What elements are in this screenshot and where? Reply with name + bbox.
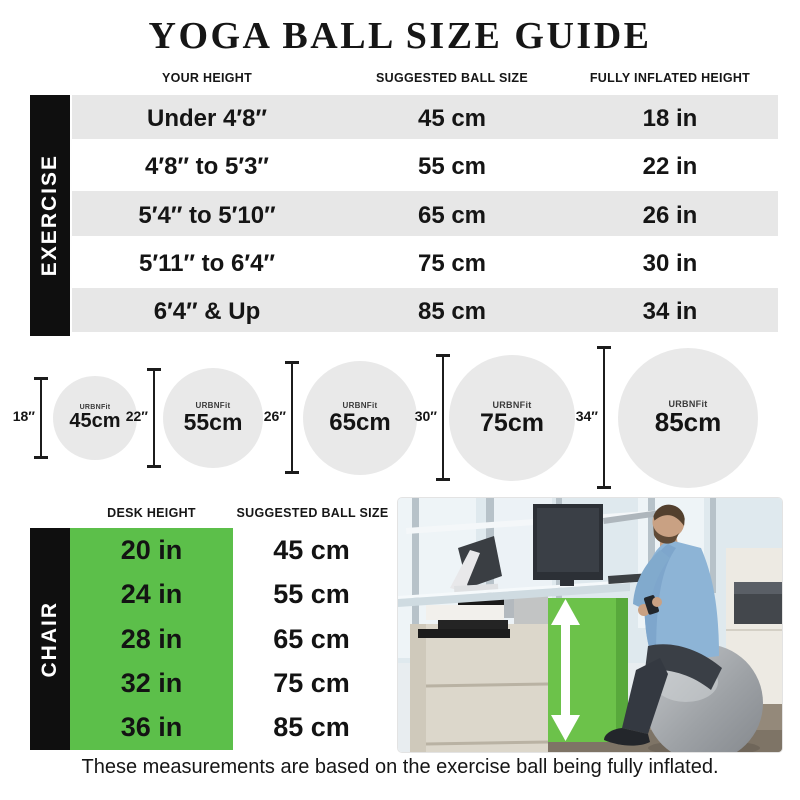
- inflated-height-cell: 30 in: [642, 249, 698, 277]
- page-title: YOGA BALL SIZE GUIDE: [148, 15, 652, 57]
- ball-size-cell: 65 cm: [273, 623, 350, 654]
- ball-size-cell: 65 cm: [417, 201, 487, 229]
- table-row: [72, 191, 778, 239]
- footer-note: These measurements are based on the exercise ball being fully inflated.: [81, 756, 719, 778]
- inflated-height-cell: 18 in: [642, 105, 698, 133]
- column-header-chair-ball-size: SUGGESTED BALL SIZE: [236, 506, 389, 520]
- ball-size-cell: 55 cm: [417, 153, 487, 181]
- ball-55cm: [163, 368, 263, 468]
- exercise-table-headers: [72, 71, 778, 85]
- desk-height-cell: 24 in: [120, 579, 183, 610]
- measure-line-icon: [285, 361, 299, 474]
- brand-label: URBNFit: [342, 400, 378, 410]
- exercise-section-label: EXERCISE: [38, 154, 61, 277]
- ball-size-label: 85cm: [654, 407, 722, 438]
- measure-label-30in: 30″: [414, 408, 437, 424]
- brand-label: URBNFit: [492, 399, 532, 410]
- office-photo-illustration: [398, 498, 782, 752]
- inflated-height-cell: 22 in: [642, 153, 698, 181]
- ball-size-label: 75cm: [480, 408, 544, 437]
- measure-label-22in: 22″: [125, 408, 148, 424]
- height-cell: 5′4″ to 5′10″: [138, 201, 276, 229]
- table-row: [72, 95, 778, 143]
- chair-ball-size-column: [233, 528, 390, 750]
- brand-label: URBNFit: [668, 399, 708, 410]
- ball-size-cell: 75 cm: [273, 667, 350, 698]
- table-row: [72, 288, 778, 336]
- chair-section-label: CHAIR: [38, 600, 61, 678]
- ball-size-cell: 55 cm: [273, 579, 350, 610]
- ball-size-cell: 85 cm: [417, 297, 487, 325]
- measure-line-icon: [34, 377, 48, 459]
- height-cell: 4′8″ to 5′3″: [145, 153, 269, 181]
- ball-size-label: 65cm: [329, 408, 391, 436]
- chair-section-bar: [30, 528, 70, 750]
- exercise-section-bar: [30, 95, 70, 336]
- table-row: [72, 143, 778, 191]
- ball-size-label: 45cm: [69, 410, 121, 432]
- file-cabinet: [410, 624, 548, 752]
- ball-75cm: [449, 355, 575, 481]
- column-header-desk-height: DESK HEIGHT: [107, 506, 196, 520]
- brand-label: URBNFit: [195, 401, 231, 411]
- measure-line-icon: [597, 346, 611, 489]
- ball-85cm: [618, 348, 758, 488]
- ball-size-label: 55cm: [183, 409, 243, 436]
- printer: [734, 582, 782, 624]
- exercise-table: [72, 95, 778, 336]
- height-cell: 5′11″ to 6′4″: [139, 249, 275, 277]
- chair-desk-height-column: [70, 528, 233, 750]
- measure-label-18in: 18″: [12, 408, 35, 424]
- desk-height-cell: 28 in: [120, 623, 183, 654]
- table-row: [72, 240, 778, 288]
- ball-size-cell: 85 cm: [273, 712, 350, 743]
- measure-label-34in: 34″: [575, 408, 598, 424]
- ball-size-cell: 45 cm: [273, 534, 350, 565]
- column-header-fully-inflated-height: FULLY INFLATED HEIGHT: [589, 71, 751, 85]
- inflated-height-cell: 34 in: [642, 297, 698, 325]
- ball-size-cell: 75 cm: [417, 249, 487, 277]
- height-cell: 6′4″ & Up: [153, 297, 261, 325]
- office-photo: [398, 498, 782, 752]
- measure-line-icon: [147, 368, 161, 468]
- desk-height-cell: 36 in: [120, 712, 183, 743]
- height-cell: Under 4′8″: [147, 105, 267, 133]
- inflated-height-cell: 26 in: [642, 201, 698, 229]
- measure-line-icon: [436, 354, 450, 481]
- column-header-suggested-ball-size: SUGGESTED BALL SIZE: [375, 71, 528, 85]
- measure-label-26in: 26″: [263, 408, 286, 424]
- column-header-your-height: YOUR HEIGHT: [161, 71, 253, 85]
- brand-label: URBNFit: [79, 404, 111, 411]
- ball-size-cell: 45 cm: [417, 105, 487, 133]
- desk-height-cell: 20 in: [120, 534, 183, 565]
- desk-height-cell: 32 in: [120, 667, 183, 698]
- ball-65cm: [303, 361, 417, 475]
